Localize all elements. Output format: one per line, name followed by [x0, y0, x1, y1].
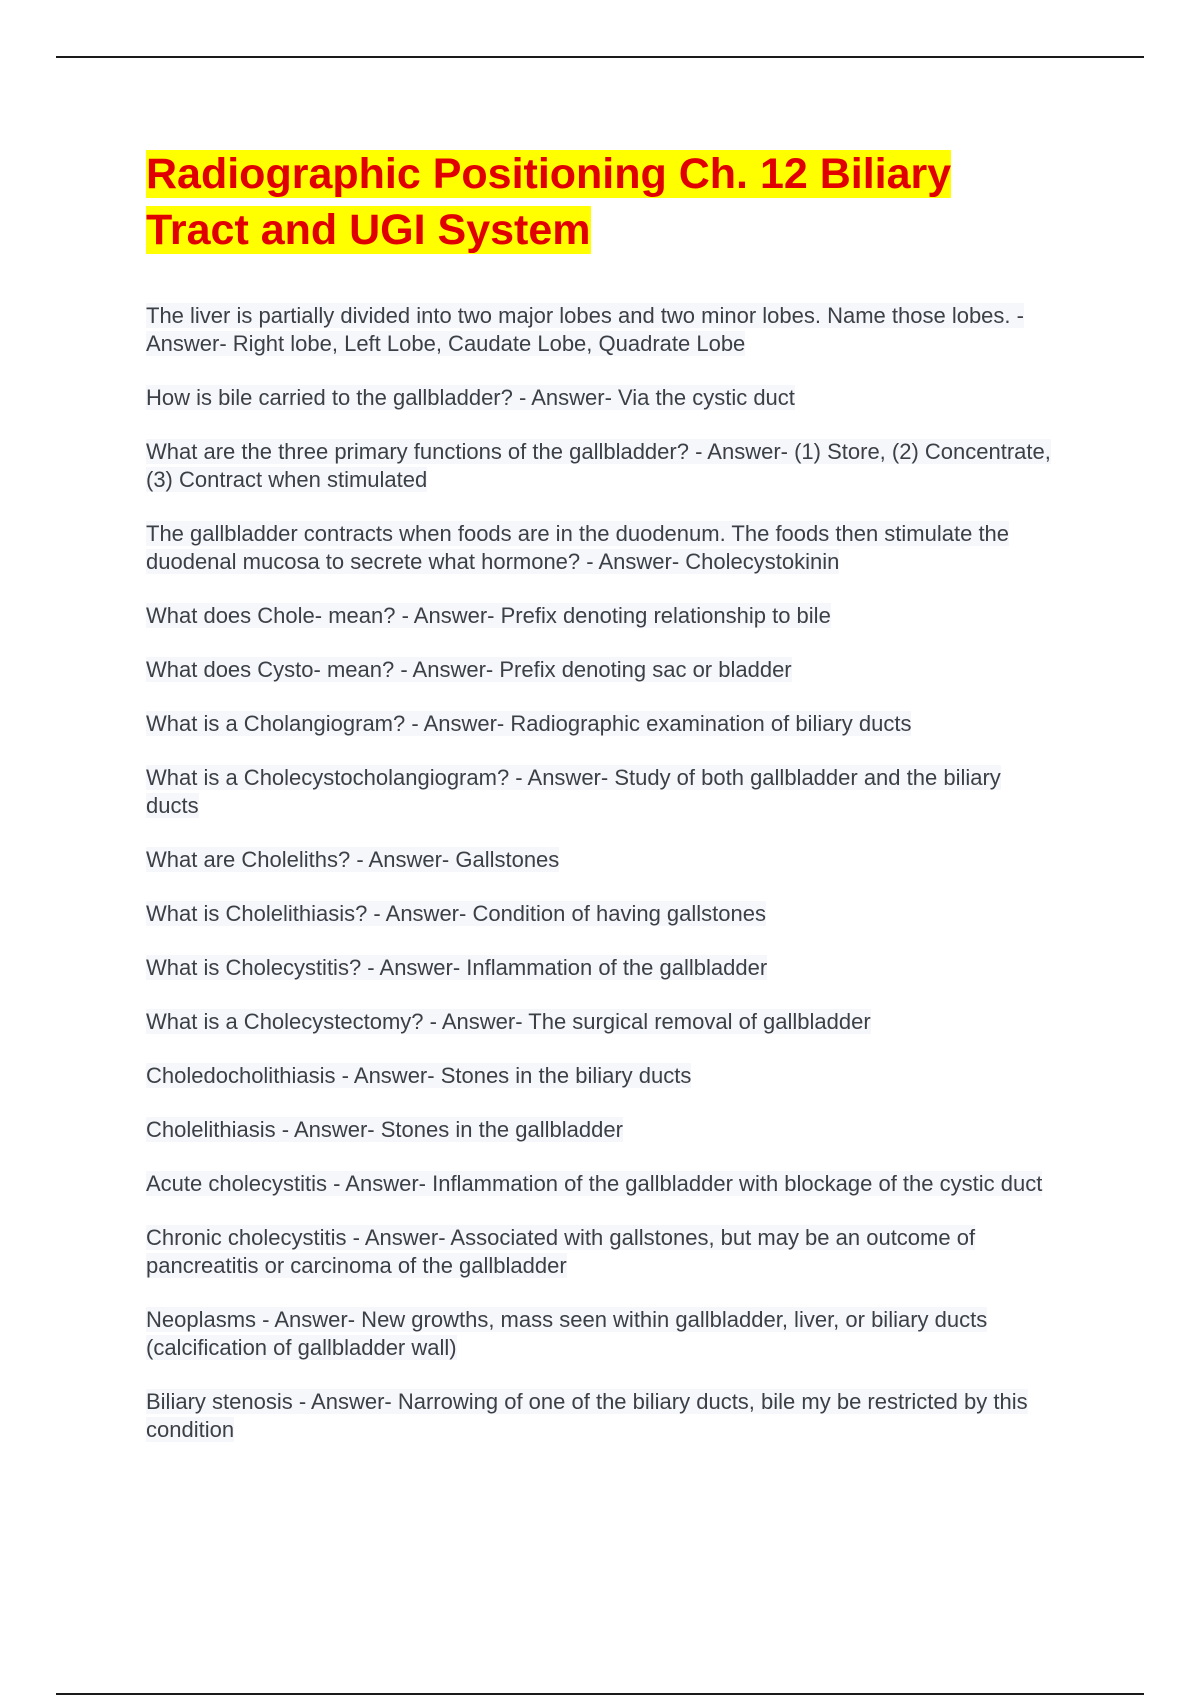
qa-item [146, 384, 1054, 412]
qa-item [146, 1306, 1054, 1362]
qa-item [146, 900, 1054, 928]
qa-text: Cholelithiasis - Answer- Stones in the gallbladder [146, 1117, 623, 1142]
qa-item [146, 764, 1054, 820]
qa-text: What does Chole- mean? - Answer- Prefix denoting relationship to bile [146, 603, 831, 628]
qa-text: What does Cysto- mean? - Answer- Prefix denoting sac or bladder [146, 657, 792, 682]
top-rule [56, 56, 1144, 58]
qa-text: What is Cholelithiasis? - Answer- Condition of having gallstones [146, 901, 766, 926]
qa-text: The gallbladder contracts when foods are in the duodenum. The foods then stimulate the duodenal mucosa to secrete what hormone? - Answer- Cholecystokinin [146, 521, 1010, 574]
qa-item [146, 1170, 1054, 1198]
qa-item [146, 1388, 1054, 1444]
title-line-1: Radiographic Positioning Ch. 12 Biliary [146, 150, 952, 198]
qa-text: The liver is partially divided into two major lobes and two minor lobes. Name those lobes. - Answer- Right lobe, Left Lobe, Caudate Lobe, Quadrate Lobe [146, 303, 1024, 356]
qa-item [146, 1116, 1054, 1144]
qa-item [146, 602, 1054, 630]
qa-item [146, 846, 1054, 874]
qa-text: What is Cholecystitis? - Answer- Inflammation of the gallbladder [146, 955, 768, 980]
title-line-2: Tract and UGI System [146, 206, 591, 254]
qa-text: What is a Cholangiogram? - Answer- Radiographic examination of biliary ducts [146, 711, 912, 736]
qa-text: How is bile carried to the gallbladder? - Answer- Via the cystic duct [146, 385, 795, 410]
qa-item [146, 954, 1054, 982]
qa-item [146, 302, 1054, 358]
document-body [146, 146, 1054, 1470]
qa-text: Choledocholithiasis - Answer- Stones in the biliary ducts [146, 1063, 692, 1088]
bottom-rule [56, 1693, 1144, 1695]
document-title [146, 146, 1054, 258]
qa-text: What is a Cholecystocholangiogram? - Answer- Study of both gallbladder and the biliary ducts [146, 765, 1001, 818]
qa-text: What are Choleliths? - Answer- Gallstones [146, 847, 560, 872]
qa-text: What are the three primary functions of the gallbladder? - Answer- (1) Store, (2) Concentrate, (3) Contract when stimulated [146, 439, 1051, 492]
qa-item [146, 520, 1054, 576]
qa-item [146, 710, 1054, 738]
qa-text: Biliary stenosis - Answer- Narrowing of one of the biliary ducts, bile my be restricted by this condition [146, 1389, 1028, 1442]
qa-text: Chronic cholecystitis - Answer- Associated with gallstones, but may be an outcome of pancreatitis or carcinoma of the gallbladder [146, 1225, 976, 1278]
qa-list [146, 302, 1054, 1444]
qa-text: What is a Cholecystectomy? - Answer- The surgical removal of gallbladder [146, 1009, 871, 1034]
qa-text: Neoplasms - Answer- New growths, mass seen within gallbladder, liver, or biliary ducts (calcification of gallbladder wall) [146, 1307, 988, 1360]
qa-item [146, 1062, 1054, 1090]
qa-item [146, 656, 1054, 684]
qa-item [146, 1008, 1054, 1036]
qa-item [146, 438, 1054, 494]
qa-text: Acute cholecystitis - Answer- Inflammation of the gallbladder with blockage of the cystic duct [146, 1171, 1043, 1196]
qa-item [146, 1224, 1054, 1280]
